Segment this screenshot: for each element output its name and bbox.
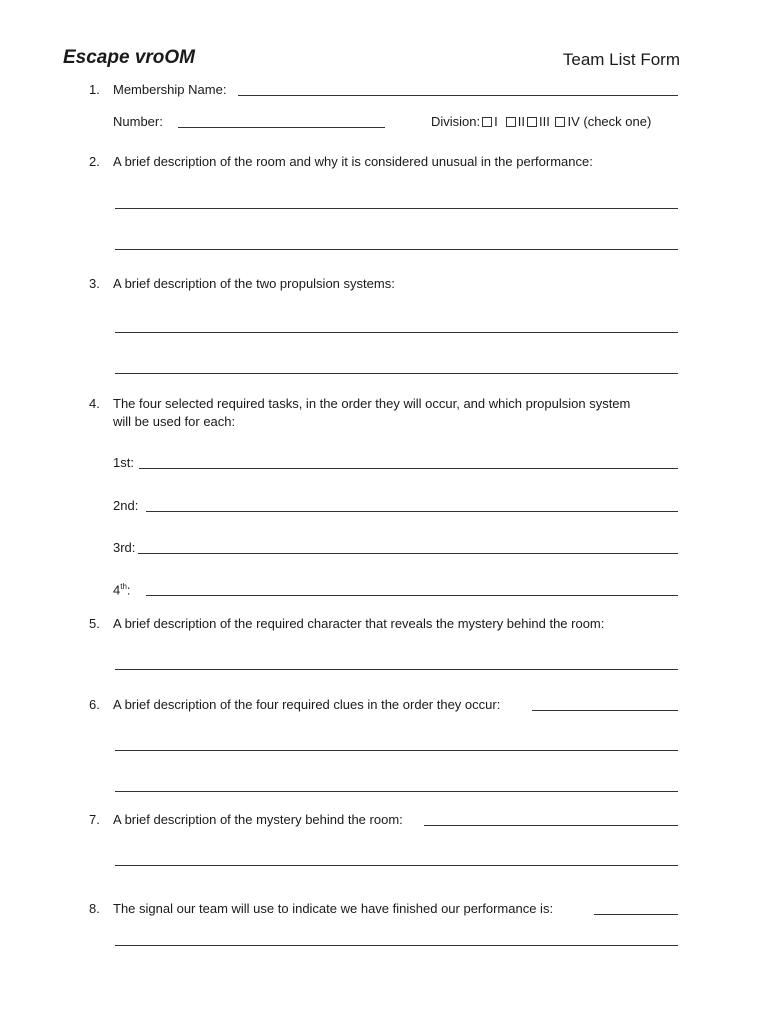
question-number: 2.	[89, 154, 100, 169]
membership-number-field[interactable]	[178, 127, 385, 128]
answer-line[interactable]	[115, 750, 678, 751]
division-checkbox-iv[interactable]	[555, 117, 565, 127]
question-text-continued: will be used for each:	[113, 414, 236, 429]
division-checkbox-ii[interactable]	[506, 117, 516, 127]
division-label: Division:	[431, 114, 481, 129]
division-option-label: II	[517, 114, 525, 129]
division-checkbox-iii[interactable]	[527, 117, 537, 127]
task-label-3rd: 3rd:	[113, 540, 136, 555]
membership-name-label: Membership Name:	[113, 82, 227, 97]
task-label-2nd: 2nd:	[113, 498, 139, 513]
question-text: A brief description of the mystery behind the room:	[113, 812, 403, 827]
question-text: The four selected required tasks, in the order they will occur, and which propulsion system	[113, 396, 631, 411]
answer-line[interactable]	[115, 332, 678, 333]
division-checkbox-i[interactable]	[482, 117, 492, 127]
answer-line-inline[interactable]	[424, 825, 678, 826]
division-option-label: I	[494, 114, 498, 129]
answer-line[interactable]	[115, 669, 678, 670]
question-number: 1.	[89, 82, 100, 97]
question-number: 7.	[89, 812, 100, 827]
question-text: A brief description of the four required clues in the order they occur:	[113, 697, 501, 712]
form-title: Escape vroOM	[63, 47, 195, 68]
question-text: A brief description of the room and why it is considered unusual in the performance:	[113, 154, 593, 169]
task-field-2nd[interactable]	[146, 511, 678, 512]
division-option-label: IV	[567, 114, 580, 129]
task-field-1st[interactable]	[139, 468, 678, 469]
number-label: Number:	[113, 114, 163, 129]
form-name: Team List Form	[562, 50, 680, 69]
division-note: (check one)	[583, 114, 652, 129]
task-field-4th[interactable]	[146, 595, 678, 596]
answer-line[interactable]	[115, 865, 678, 866]
task-label-1st: 1st:	[113, 455, 134, 470]
question-text: A brief description of the required character that reveals the mystery behind the room:	[113, 616, 605, 631]
question-number: 4.	[89, 396, 100, 411]
question-number: 6.	[89, 697, 100, 712]
membership-name-field[interactable]	[238, 95, 678, 96]
answer-line[interactable]	[115, 208, 678, 209]
division-option-label: III	[538, 114, 550, 129]
division-selector	[431, 114, 651, 129]
question-text: The signal our team will use to indicate we have finished our performance is:	[113, 901, 554, 916]
answer-line[interactable]	[115, 373, 678, 374]
task-field-3rd[interactable]	[138, 553, 678, 554]
answer-line[interactable]	[115, 791, 678, 792]
answer-line[interactable]	[115, 945, 678, 946]
question-text: A brief description of the two propulsion systems:	[113, 276, 395, 291]
answer-line-inline[interactable]	[594, 914, 678, 915]
answer-line-inline[interactable]	[532, 710, 678, 711]
question-number: 3.	[89, 276, 100, 291]
answer-line[interactable]	[115, 249, 678, 250]
task-label-4th: 4th:	[113, 582, 131, 598]
question-number: 8.	[89, 901, 100, 916]
question-number: 5.	[89, 616, 100, 631]
